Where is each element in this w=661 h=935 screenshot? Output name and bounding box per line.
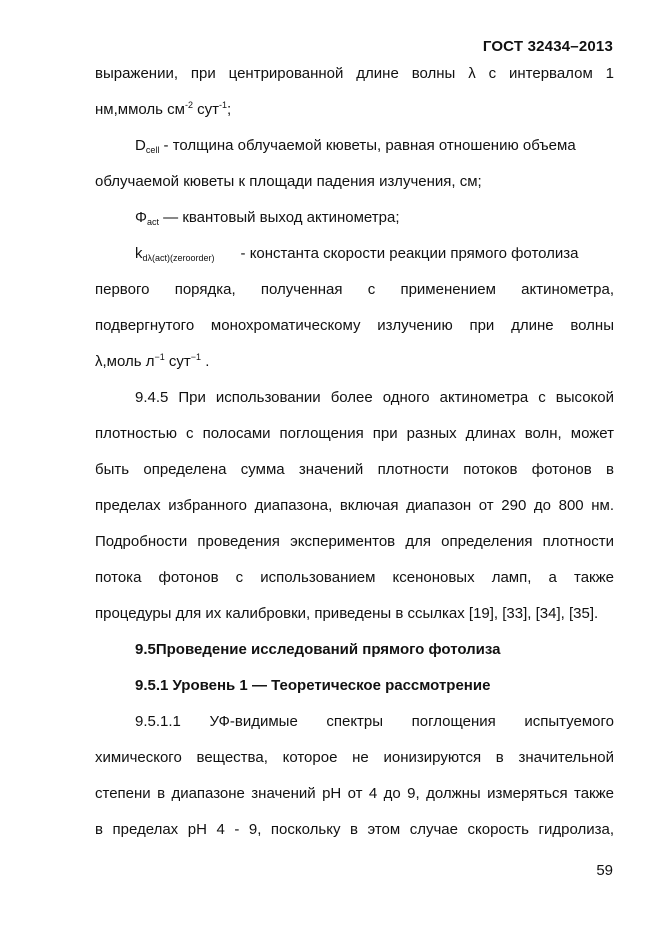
text-line: быть определена сумма значений плотности потоков фотонов в [95,461,614,478]
text-fragment: - константа скорости реакции прямого фотолиза [240,245,579,262]
text-line: подвергнутого монохроматическому излучению при длине волны [95,317,614,334]
superscript: -1 [219,100,228,110]
definition-k [95,236,614,272]
text-fragment: нм,ммоль см [95,101,185,118]
text-line: степени в диапазоне значений pH от 4 до 9, должны измеряться также [95,785,614,802]
text-fragment: сут [192,101,220,118]
superscript: -2 [184,100,193,110]
text-line: химического вещества, которое не ионизируются в значительной [95,749,614,766]
symbol: D [135,137,146,154]
subscript: cell [145,145,160,155]
text-fragment: - толщина облучаемой кюветы, равная отношению объема [159,137,576,154]
text-fragment: сут [164,353,191,370]
page-number: 59 [596,862,613,879]
text-line: первого порядка, полученная с применением актинометра, [95,281,614,298]
section-heading-9-5-1: 9.5.1 Уровень 1 — Теоретическое рассмотрение [135,677,491,694]
text-line: потока фотонов с использованием ксеноновых ламп, а также [95,569,614,586]
text-line: плотностью с полосами поглощения при разных длинах волн, может [95,425,614,442]
standard-number-header: ГОСТ 32434–2013 [482,38,613,55]
text-line: процедуры для их калибровки, приведены в ссылках [19], [33], [34], [35]. [95,605,599,622]
text-fragment: . [201,353,210,370]
paragraph-9-5-1-1-line: 9.5.1.1 УФ-видимые спектры поглощения испытуемого [135,713,614,730]
text-line: Подробности проведения экспериментов для определения плотности [95,533,614,550]
text-line: в пределах pH 4 - 9, поскольку в этом случае скорость гидролиза, [95,821,614,838]
section-heading-9-5: 9.5Проведение исследований прямого фотолиза [135,641,501,658]
text-fragment: ; [227,101,232,118]
definition-phi-act [95,200,614,236]
paragraph-9-4-5-line: 9.4.5 При использовании более одного актинометра с высокой [135,389,614,406]
text-line: пределах избранного диапазона, включая диапазон от 290 до 800 нм. [95,497,614,514]
superscript: −1 [154,352,165,362]
text-line [95,344,614,380]
text-line [95,92,614,128]
body-text [95,56,614,848]
text-line: облучаемой кюветы к площади падения излучения, см; [95,173,482,190]
text-fragment: λ,моль л [95,353,155,370]
symbol: k [135,245,143,262]
symbol: Φ [135,209,147,226]
definition-d-cell [95,128,614,164]
text-fragment: — квантовый выход актинометра; [158,209,400,226]
subscript: act [146,217,159,227]
superscript: −1 [190,352,202,362]
text-line: выражении, при центрированной длине волны λ с интервалом 1 [95,65,614,82]
subscript: dλ(act)(zeroorder) [142,253,215,263]
